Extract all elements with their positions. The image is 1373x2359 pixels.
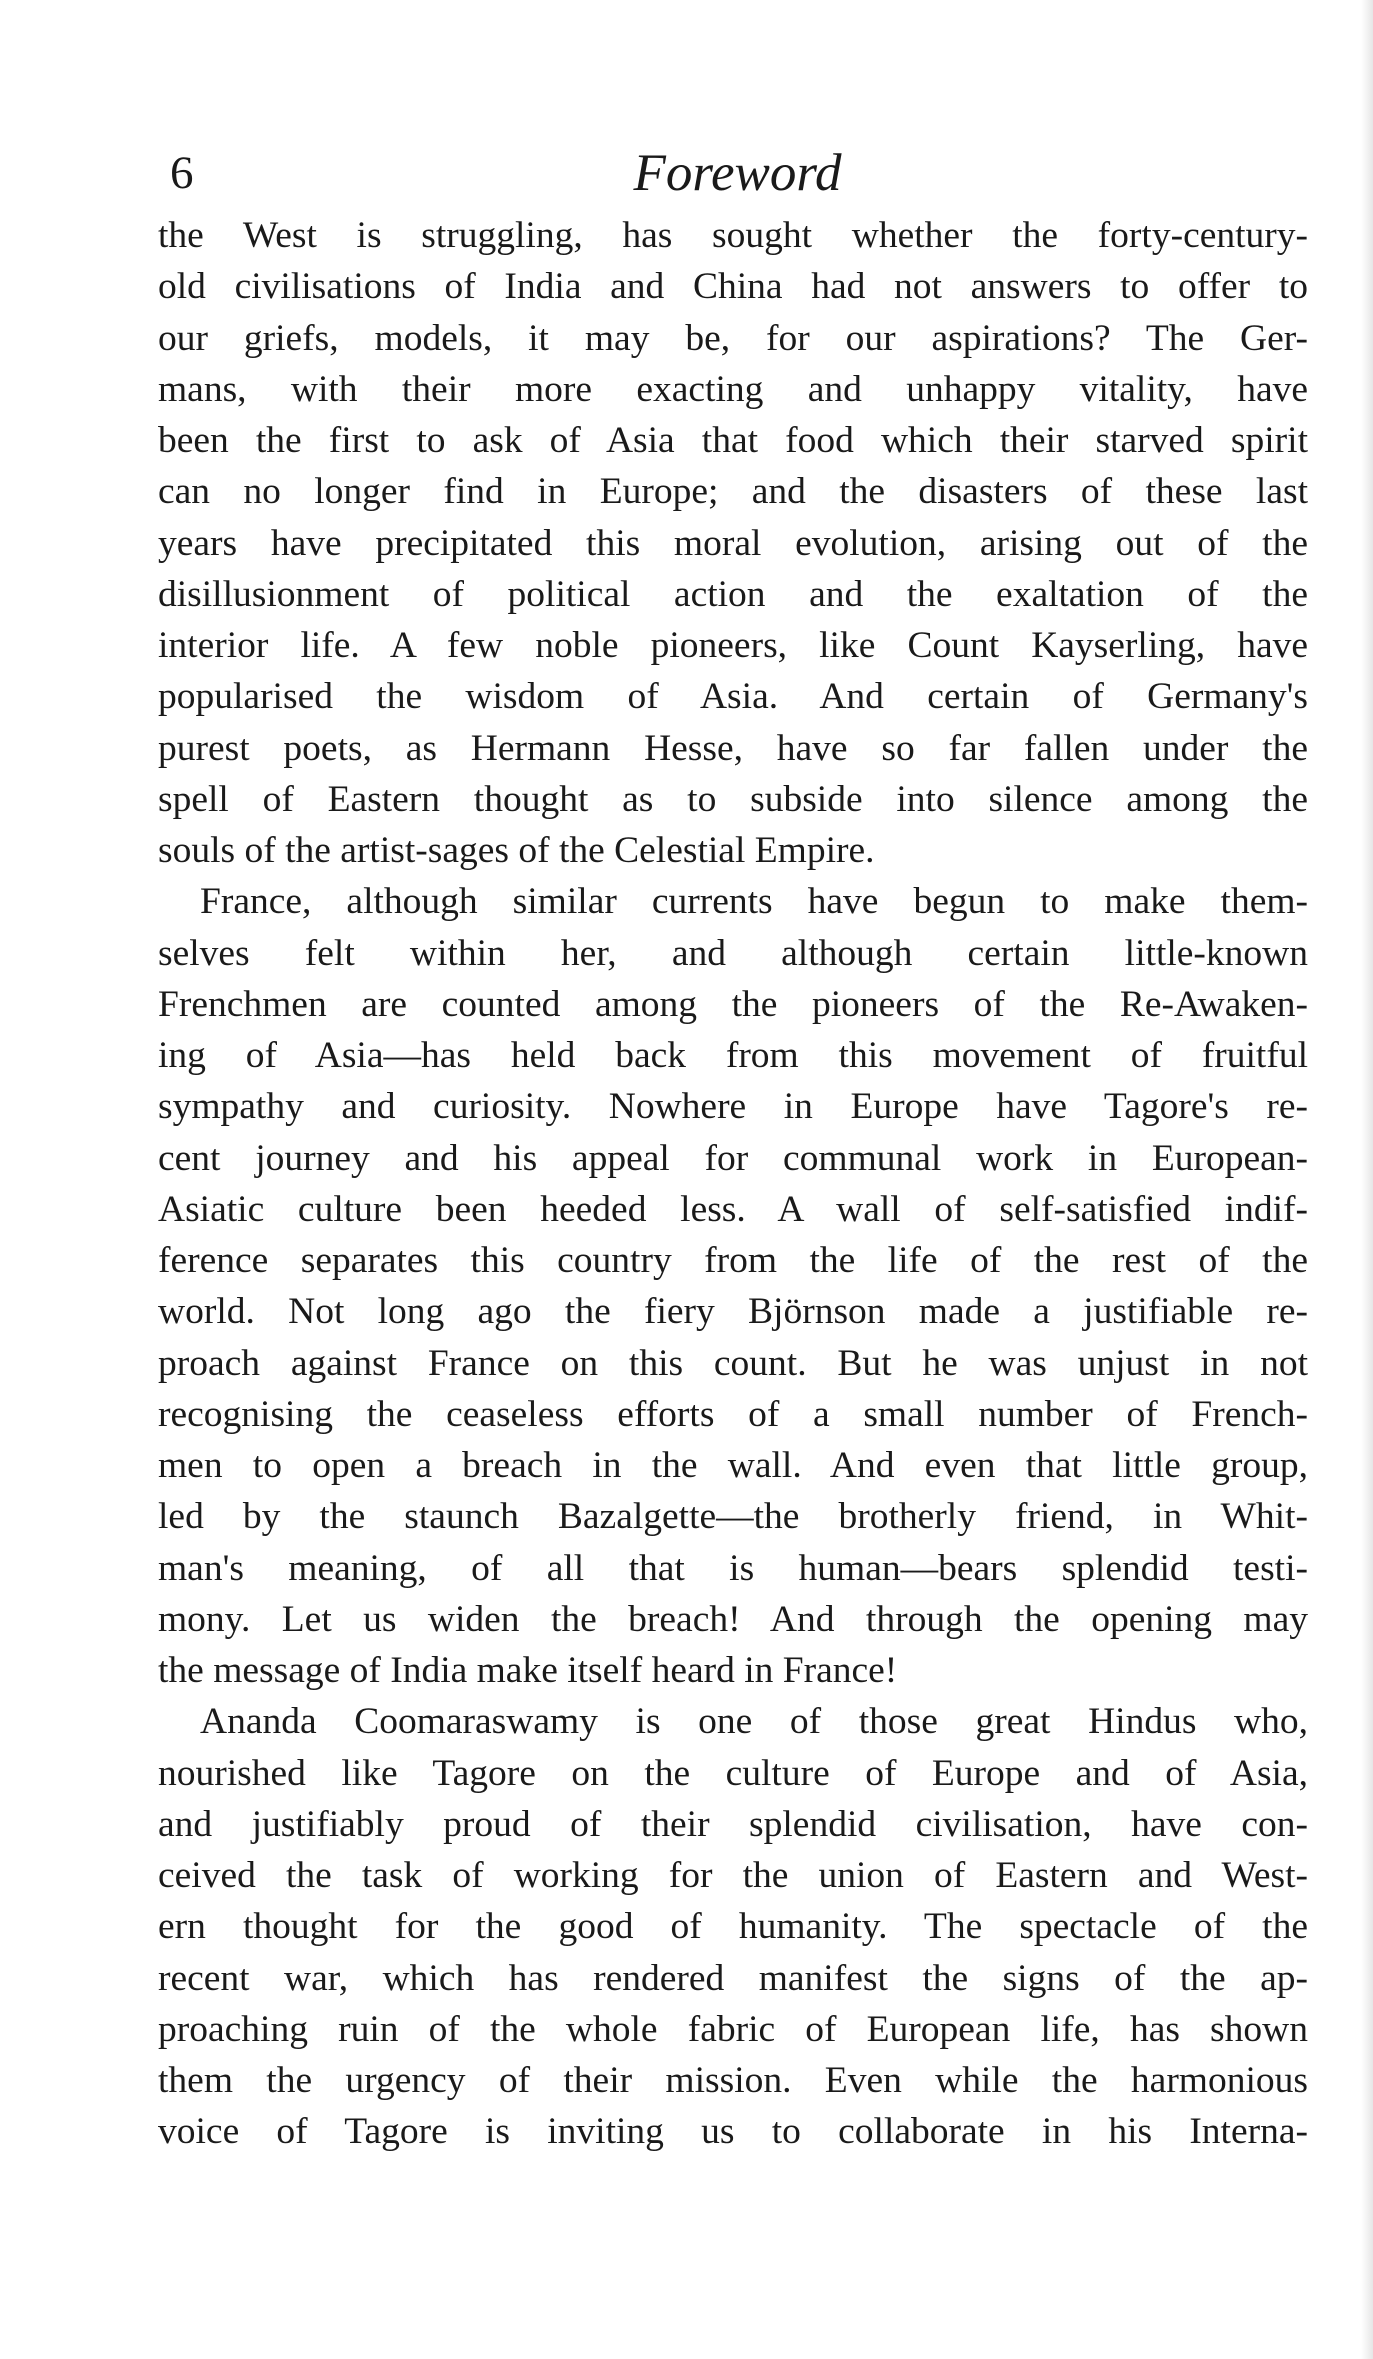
text-line: voice of Tagore is inviting us to collaborate in his Interna- <box>158 2111 1308 2153</box>
text-line: led by the staunch Bazalgette—the brotherly friend, in Whit- <box>158 1496 1308 1538</box>
page-edge-shadow <box>1361 0 1373 2359</box>
text-line: the message of India make itself heard in France! <box>158 1650 898 1691</box>
text-line: proaching ruin of the whole fabric of European life, has shown <box>158 2008 1308 2050</box>
text-line: Asiatic culture been heeded less. A wall of self-satisfied indif- <box>158 1188 1308 1230</box>
text-line: France, although similar currents have begun to make them- <box>200 881 1308 923</box>
text-line: interior life. A few noble pioneers, like Count Kayserling, have <box>158 625 1308 666</box>
text-line: man's meaning, of all that is human—bears splendid testi- <box>158 1547 1308 1589</box>
body-text <box>158 210 1308 2158</box>
running-head <box>170 138 1305 208</box>
text-line: and justifiably proud of their splendid civilisation, have con- <box>158 1803 1308 1845</box>
text-line: our griefs, models, it may be, for our aspirations? The Ger- <box>158 317 1308 359</box>
text-line: recent war, which has rendered manifest the signs of the ap- <box>158 1957 1308 1999</box>
text-line: ceived the task of working for the union of Eastern and West- <box>158 1855 1308 1896</box>
text-line: spell of Eastern thought as to subside into silence among the <box>158 778 1308 820</box>
text-line: cent journey and his appeal for communal work in European- <box>158 1137 1308 1179</box>
text-line: mans, with their more exacting and unhappy vitality, have <box>158 368 1308 410</box>
text-line: purest poets, as Hermann Hesse, have so far fallen under the <box>158 727 1308 769</box>
text-line: popularised the wisdom of Asia. And certain of Germany's <box>158 676 1308 718</box>
text-line: Frenchmen are counted among the pioneers of the Re-Awaken- <box>158 983 1308 1025</box>
text-line: ern thought for the good of humanity. The spectacle of the <box>158 1906 1308 1948</box>
text-line: ference separates this country from the life of the rest of the <box>158 1240 1308 1281</box>
text-line: them the urgency of their mission. Even while the harmonious <box>158 2060 1308 2101</box>
running-title: Foreword <box>633 144 842 202</box>
text-line: sympathy and curiosity. Nowhere in Europe have Tagore's re- <box>158 1086 1308 1128</box>
text-line: selves felt within her, and although certain little-known <box>158 932 1308 974</box>
text-line: the West is struggling, has sought whether the forty-century- <box>158 215 1308 256</box>
text-line: can no longer find in Europe; and the disasters of these last <box>158 471 1308 513</box>
text-line: old civilisations of India and China had not answers to offer to <box>158 266 1308 308</box>
text-line: ing of Asia—has held back from this movement of fruitful <box>158 1035 1308 1076</box>
text-line: world. Not long ago the fiery Björnson made a justifiable re- <box>158 1291 1308 1333</box>
text-line: souls of the artist-sages of the Celestial Empire. <box>158 830 875 871</box>
text-line: disillusionment of political action and the exaltation of the <box>158 573 1308 615</box>
text-line: Ananda Coomaraswamy is one of those great Hindus who, <box>200 1701 1308 1743</box>
text-line: nourished like Tagore on the culture of Europe and of Asia, <box>158 1752 1308 1794</box>
text-line: mony. Let us widen the breach! And through the opening may <box>158 1598 1308 1640</box>
text-line: men to open a breach in the wall. And even that little group, <box>158 1445 1308 1486</box>
text-line: recognising the ceaseless efforts of a small number of French- <box>158 1393 1308 1435</box>
page-number: 6 <box>170 147 194 199</box>
text-line: years have precipitated this moral evolution, arising out of the <box>158 522 1308 564</box>
text-line: proach against France on this count. But he was unjust in not <box>158 1342 1308 1384</box>
text-line: been the first to ask of Asia that food which their starved spirit <box>158 420 1308 461</box>
